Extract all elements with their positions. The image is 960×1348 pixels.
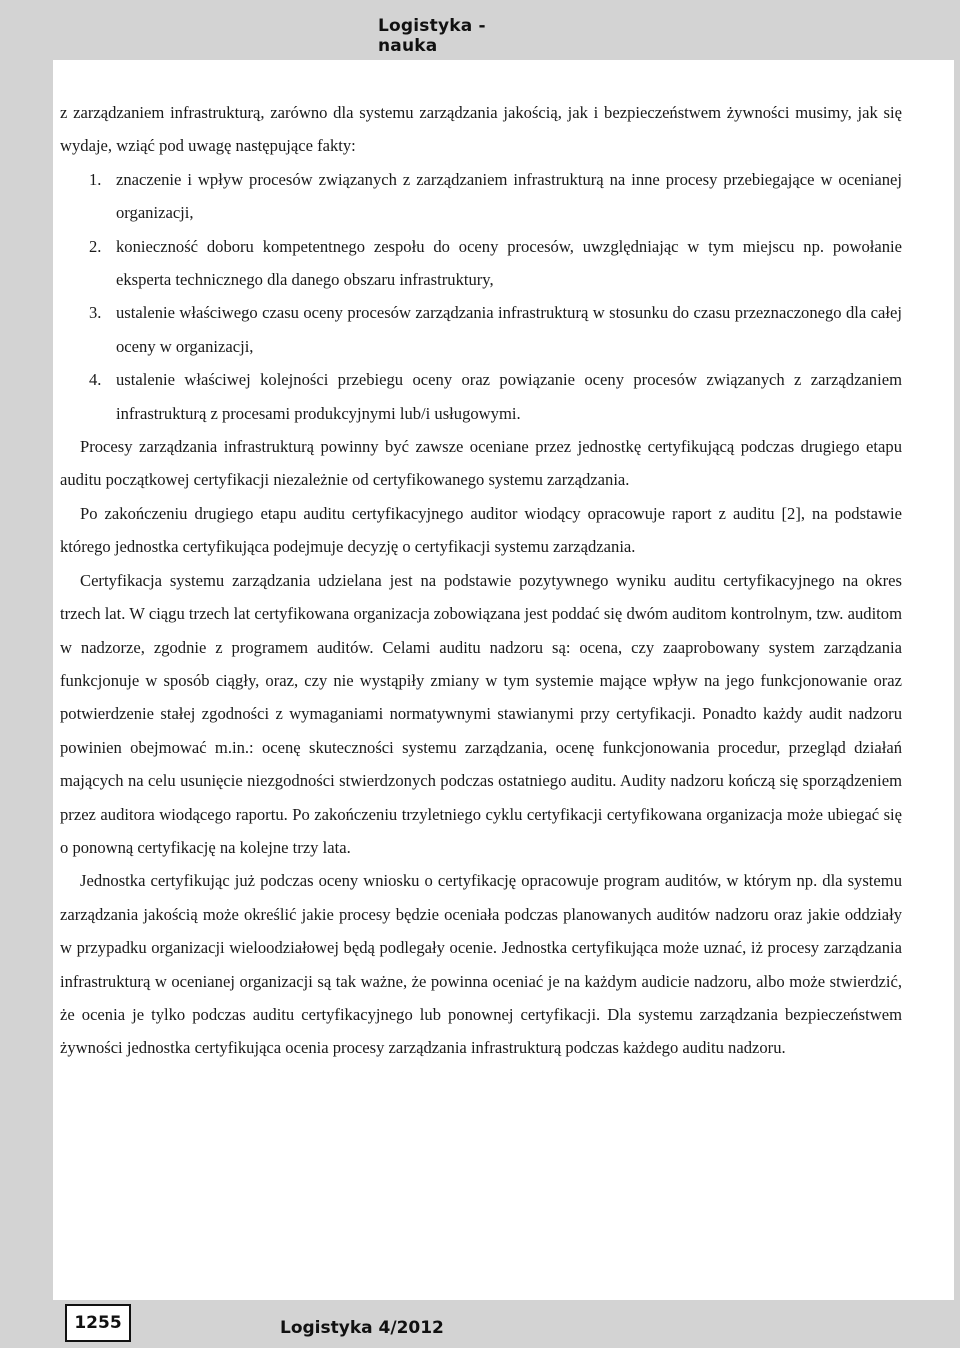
list-item-number: 1. [89,169,102,189]
list-item-text: konieczność doboru kompetentnego zespołu do oceny procesów, uwzględniając w tym miejscu np. powołanie eksperta technicznego dla danego obszaru infrastruktury, [116,236,902,290]
journal-issue: Logistyka 4/2012 [280,1318,444,1338]
list-item-text: ustalenie właściwej kolejności przebiegu oceny oraz powiązanie oceny procesów związanych z zarządzaniem infrastrukturą z procesami produkcyjnymi lub/i usługowymi. [116,370,902,423]
list-item-text: znaczenie i wpływ procesów związanych z zarządzaniem infrastrukturą na inne procesy przebiegające w ocenianej organizacji, [116,169,902,223]
page-number: 1255 [65,1304,131,1342]
list-item [60,163,902,230]
body-paragraph: Certyfikacja systemu zarządzania udzielana jest na podstawie pozytywnego wyniku auditu certyfikacyjnego na okres trzech lat. W ciągu trzech lat certyfikowana organizacja zobowiązana jest poddać się dwóm auditom kontrolnym, tzw. auditom w nadzorze, zgodnie z programem auditów. Celami auditu nadzoru są: ocena, czy zaaprobowany system zarządzania funkcjonuje w sposób ciągły, oraz, czy nie wystąpiły zmiany w tym systemie mające wpływ na jego funkcjonowanie oraz potwierdzenie stałej zgodności z wymaganiami normatywnymi stawianymi przy certyfikacji. Ponadto każdy audit nadzoru powinien obejmować m.in.: ocenę skuteczności systemu zarządzania, ocenę funkcjonowania procedur, przegląd działań mających na celu usunięcie niezgodności stwierdzonych podczas ostatniego auditu. Audity nadzoru kończą się sporządzeniem przez auditora wiodącego raportu. Po zakończeniu trzyletniego cyklu certyfikacji certyfikowana organizacja może ubiegać się o ponowną certyfikację na kolejne trzy lata. [60,570,902,857]
list-item-number: 4. [89,370,102,390]
running-header-title: Logistyka - nauka [378,16,486,56]
list-item-text: ustalenie właściwego czasu oceny procesów zarządzania infrastrukturą w stosunku do czasu przeznaczonego dla całej oceny w organizacji, [116,303,902,356]
list-item [60,363,902,430]
article-body [60,96,902,1065]
body-paragraph: Po zakończeniu drugiego etapu auditu certyfikacyjnego auditor wiodący opracowuje raport z auditu [2], na podstawie którego jednostka certyfikująca podejmuje decyzję o certyfikacji systemu zarządzania. [60,503,902,557]
footer-band [0,1300,960,1348]
list-item-number: 3. [89,303,102,323]
list-item-number: 2. [89,236,102,256]
left-margin-band [0,0,53,1348]
right-margin-band [954,60,960,1348]
list-item [60,296,902,363]
facts-list [60,163,902,430]
intro-paragraph: z zarządzaniem infrastrukturą, zarówno dla systemu zarządzania jakością, jak i bezpieczeństwem żywności musimy, jak się wydaje, wziąć pod uwagę następujące fakty: [60,103,902,156]
list-item [60,230,902,297]
body-paragraph: Jednostka certyfikując już podczas oceny wniosku o certyfikację opracowuje program auditów, w którym np. dla systemu zarządzania jakością może określić jakie procesy będzie oceniała podczas planowanych auditów nadzoru oraz jakie oddziały w przypadku organizacji wieloodziałowej będą podlegały ocenie. Jednostka certyfikująca może uznać, iż procesy zarządzania infrastrukturą w ocenianej organizacji są tak ważne, że powinna oceniać je na każdym audicie nadzoru, albo może stwierdzić, że ocenia je tylko podczas auditu certyfikacyjnego lub ponownej certyfikacji. Dla systemu zarządzania bezpieczeństwem żywności jednostka certyfikująca ocenia procesy zarządzania infrastrukturą podczas każdego auditu nadzoru. [60,871,902,1058]
body-paragraph: Procesy zarządzania infrastrukturą powinny być zawsze oceniane przez jednostkę certyfikującą podczas drugiego etapu auditu początkowej certyfikacji niezależnie od certyfikowanego systemu zarządzania. [60,437,902,490]
